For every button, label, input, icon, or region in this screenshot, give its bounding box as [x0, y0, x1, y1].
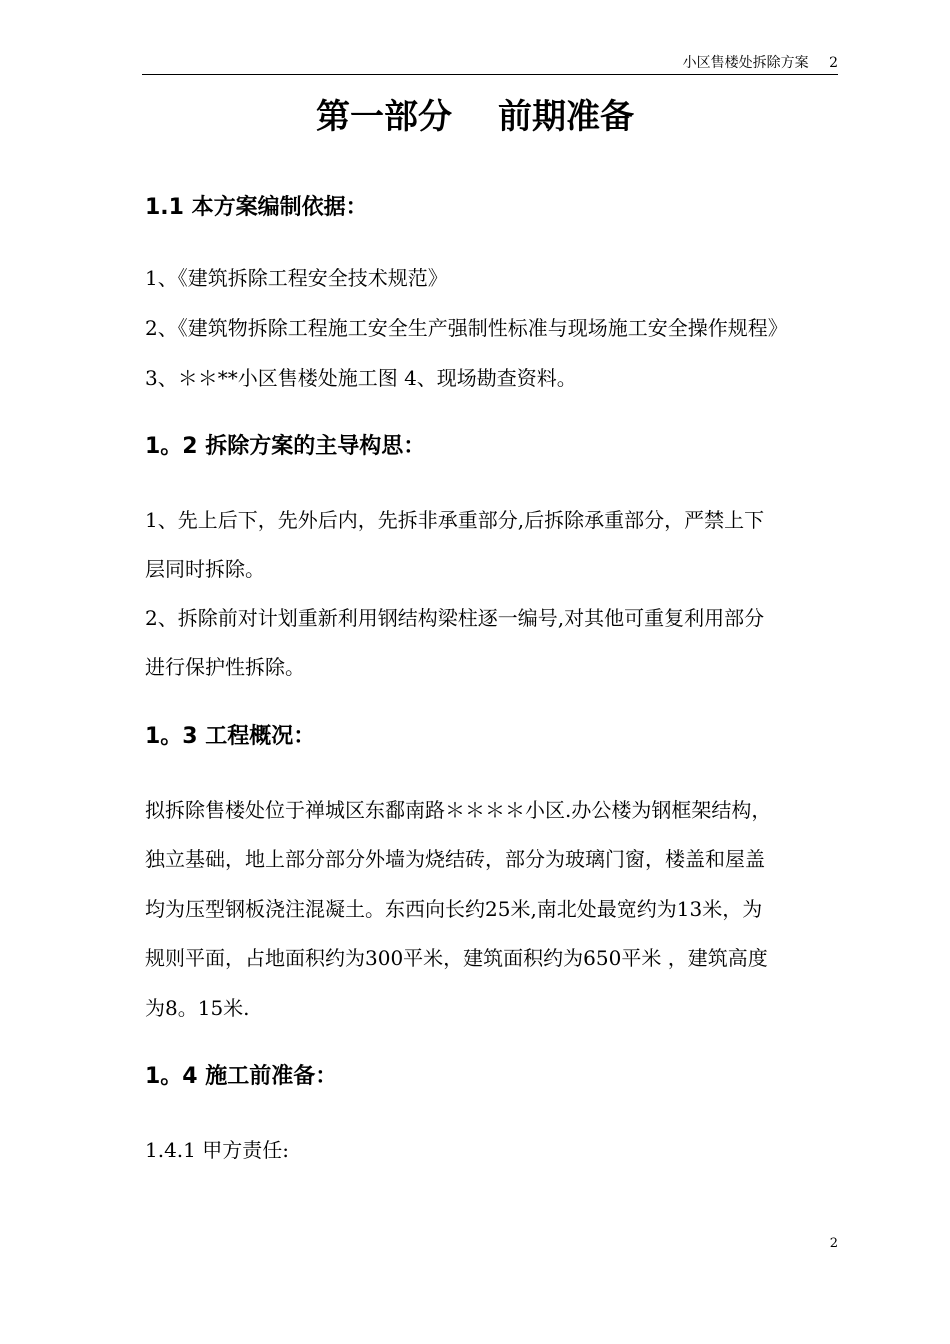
- s1-line-1: 1、《建筑拆除工程安全技术规范》: [145, 266, 448, 290]
- s1-line-2: 2、《建筑物拆除工程施工安全生产强制性标准与现场施工安全操作规程》: [145, 316, 788, 340]
- section-1-4-heading: 1。4 施工前准备：: [145, 1064, 338, 1089]
- s3-line-1: 拟拆除售楼处位于禅城区东鄱南路＊＊＊＊小区.办公楼为钢框架结构，: [145, 798, 772, 822]
- header-page-number: 2: [829, 55, 838, 71]
- footer-page-number: 2: [829, 1236, 838, 1251]
- s3-line-3: 均为压型钢板浇注混凝土。东西向长约25米,南北处最宽约为13米，为: [145, 897, 763, 921]
- s1-line-3: 3、＊＊**小区售楼处施工图 4、现场勘查资料。: [145, 366, 577, 390]
- s4-line-1: 1.4.1 甲方责任:: [145, 1138, 289, 1162]
- section-1-3-heading: 1。3 工程概况：: [145, 724, 316, 749]
- s2-line-4: 进行保护性拆除。: [145, 655, 305, 679]
- s3-line-2: 独立基础，地上部分部分外墙为烧结砖，部分为玻璃门窗，楼盖和屋盖: [145, 847, 765, 871]
- s2-line-2: 层同时拆除。: [145, 557, 265, 581]
- s2-line-1: 1、先上后下，先外后内，先拆非承重部分,后拆除承重部分，严禁上下: [145, 508, 765, 532]
- s3-line-5: 为8。15米.: [145, 996, 250, 1020]
- header-title: 小区售楼处拆除方案: [682, 55, 809, 71]
- section-1-1-heading: 1.1 本方案编制依据：: [145, 195, 368, 220]
- page-header: [142, 54, 838, 75]
- page-title: [0, 90, 950, 144]
- s2-line-3: 2、拆除前对计划重新利用钢结构梁柱逐一编号,对其他可重复利用部分: [145, 606, 765, 630]
- s3-line-4: 规则平面，占地面积约为300平米，建筑面积约为650平米 ，建筑高度: [145, 946, 768, 970]
- section-1-2-heading: 1。2 拆除方案的主导构思：: [145, 434, 426, 459]
- title-part: 第一部分: [316, 97, 452, 137]
- title-name: 前期准备: [498, 97, 634, 137]
